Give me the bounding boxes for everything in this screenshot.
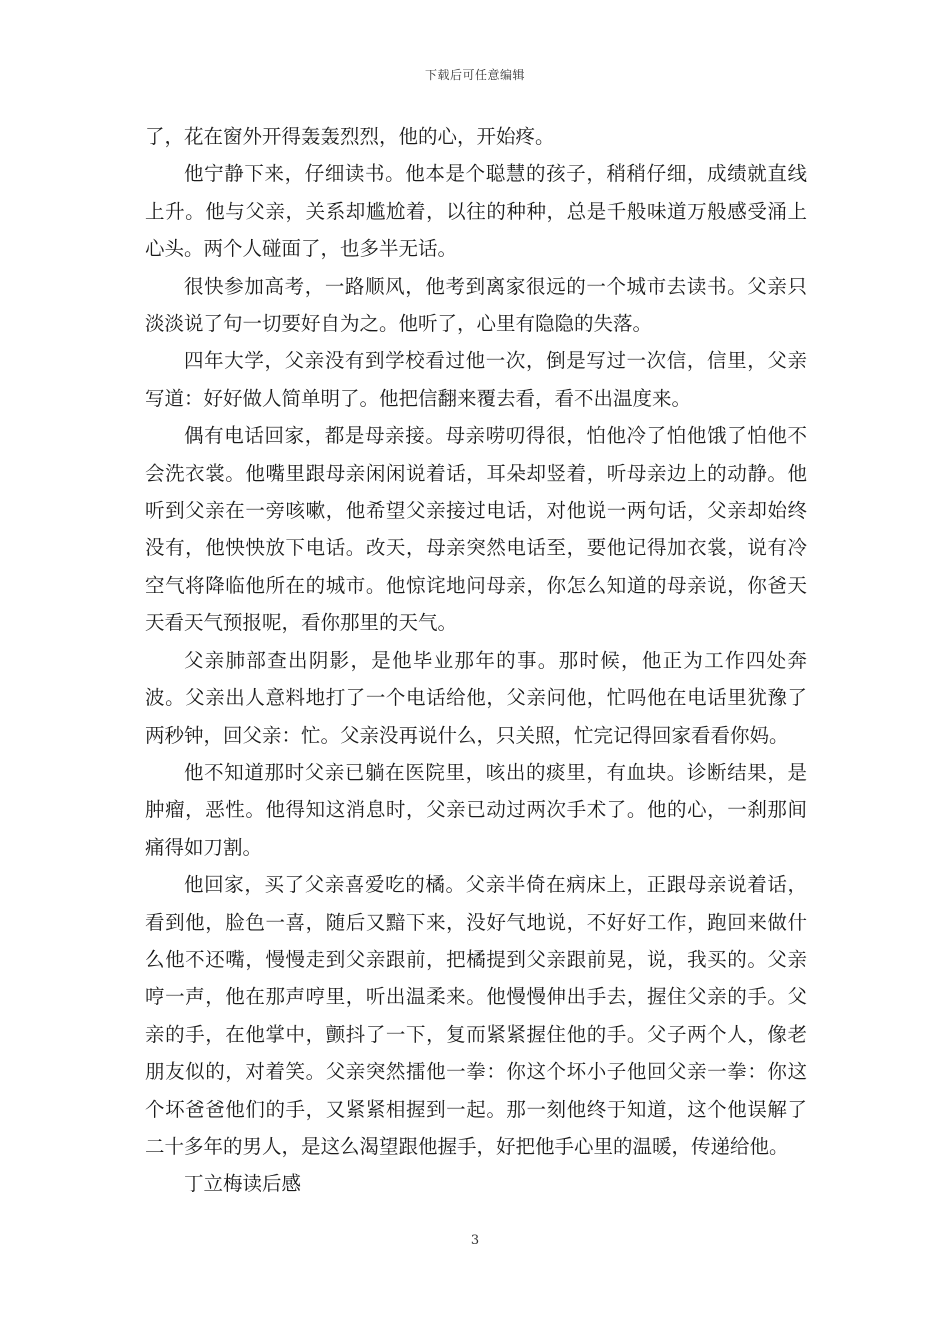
paragraph: 他不知道那时父亲已躺在医院里，咳出的痰里，有血块。诊断结果，是肿瘤，恶性。他得知这消息时，父亲已动过两次手术了。他的心，一刹那间痛得如刀割。 (145, 760, 807, 859)
section-heading: 丁立梅读后感 (184, 1172, 302, 1196)
page-header: 下载后可任意编辑 (424, 68, 525, 82)
paragraph: 了，花在窗外开得轰轰烈烈，他的心，开始疼。 (145, 125, 555, 148)
paragraph: 很快参加高考，一路顺风，他考到离家很远的一个城市去读书。父亲只淡淡说了句一切要好自为之。他听了，心里有隐隐的失落。 (145, 274, 807, 336)
paragraph: 四年大学，父亲没有到学校看过他一次，倒是写过一次信，信里，父亲写道：好好做人简单明了。他把信翻来覆去看，看不出温度来。 (145, 349, 807, 410)
paragraph: 偶有电话回家，都是母亲接。母亲唠叨得很，怕他冷了怕他饿了怕他不会洗衣裳。他嘴里跟母亲闲闲说着话，耳朵却竖着，听母亲边上的动静。他听到父亲在一旁咳嗽，他希望父亲接过电话，对他说一两句话，父亲却始终没有，他怏怏放下电话。改天，母亲突然电话至，要他记得加衣裳，说有冷空气将降临他所在的城市。他惊诧地问母亲，你怎么知道的母亲说，你爸天天看天气预报呢，看你那里的天气。 (145, 424, 807, 635)
paragraph: 他回家，买了父亲喜爱吃的橘。父亲半倚在病床上，正跟母亲说着话，看到他，脸色一喜，随后又黯下来，没好气地说，不好好工作，跑回来做什么他不还嘴，慢慢走到父亲跟前，把橘提到父亲跟前晃，说，我买的。父亲哼一声，他在那声哼里，听出温柔来。他慢慢伸出手去，握住父亲的手。父亲的手，在他掌中，颤抖了一下，复而紧紧握住他的手。父子两个人，像老朋友似的，对着笑。父亲突然擂他一拳：你这个坏小子他回父亲一拳：你这个坏爸爸他们的手，又紧紧相握到一起。那一刻他终于知道，这个他误解了二十多年的男人，是这么渴望跟他握手，好把他手心里的温暖，传递给他。 (145, 873, 807, 1158)
paragraph: 他宁静下来，仔细读书。他本是个聪慧的孩子，稍稍仔细，成绩就直线上升。他与父亲，关系却尴尬着，以往的种种，总是千般味道万般感受涌上心头。两个人碰面了，也多半无话。 (145, 162, 807, 261)
body-text (145, 118, 807, 1203)
page-number: 3 (470, 1233, 480, 1248)
paragraph: 父亲肺部查出阴影，是他毕业那年的事。那时候，他正为工作四处奔波。父亲出人意料地打了一个电话给他，父亲问他，忙吗他在电话里犹豫了两秒钟，回父亲：忙。父亲没再说什么，只关照，忙完记得回家看看你妈。 (145, 648, 807, 747)
